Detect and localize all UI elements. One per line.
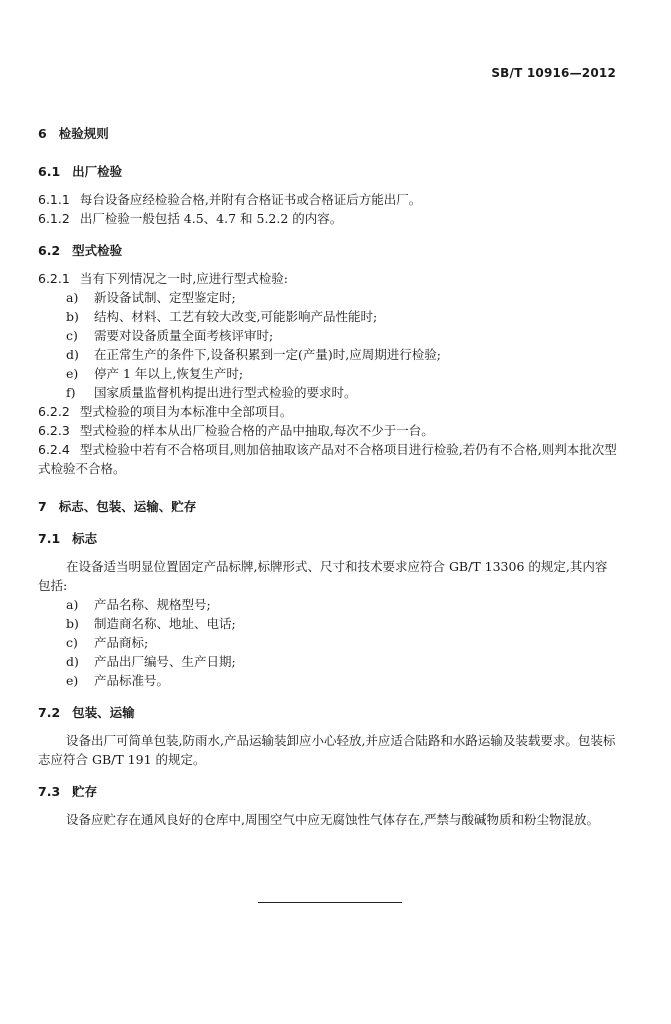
list-item bbox=[38, 595, 618, 614]
section-7-1-heading bbox=[38, 529, 618, 548]
list-text: 产品商标; bbox=[94, 635, 149, 650]
clause-6-2-4 bbox=[38, 440, 618, 478]
list-item bbox=[38, 652, 618, 671]
section-7-3-heading bbox=[38, 782, 618, 801]
list-item bbox=[38, 364, 618, 383]
list-text: 产品名称、规格型号; bbox=[94, 597, 211, 612]
list-text: 产品标准号。 bbox=[94, 673, 170, 688]
list-marker: c) bbox=[66, 328, 78, 343]
list-marker: b) bbox=[66, 309, 79, 324]
section-number: 6 bbox=[38, 126, 47, 141]
end-of-document-rule bbox=[258, 902, 402, 903]
section-title: 标志、包装、运输、贮存 bbox=[58, 499, 197, 514]
section-title: 贮存 bbox=[72, 784, 98, 799]
section-title: 出厂检验 bbox=[72, 164, 123, 179]
list-text: 在正常生产的条件下,设备积累到一定(产量)时,应周期进行检验; bbox=[94, 347, 441, 362]
section-number: 6.2 bbox=[38, 243, 61, 258]
section-number: 7.3 bbox=[38, 784, 61, 799]
clause-number: 6.1.1 bbox=[38, 192, 70, 207]
clause-number: 6.2.2 bbox=[38, 404, 70, 419]
clause-6-2-1 bbox=[38, 269, 618, 288]
clause-number: 6.2.3 bbox=[38, 423, 70, 438]
section-title: 型式检验 bbox=[72, 243, 123, 258]
section-6-1-heading bbox=[38, 162, 618, 181]
clause-number: 6.1.2 bbox=[38, 211, 70, 226]
paragraph-7-2: 设备出厂可简单包装,防雨水,产品运输装卸应小心轻放,并应适合陆路和水路运输及装载要求。包装标志应符合 GB/T 191 的规定。 bbox=[38, 733, 616, 767]
list-item bbox=[38, 383, 618, 402]
list-text: 新设备试制、定型鉴定时; bbox=[94, 290, 236, 305]
clause-text: 型式检验中若有不合格项目,则加倍抽取该产品对不合格项目进行检验,若仍有不合格,则判本批次型式检验不合格。 bbox=[38, 442, 617, 476]
list-marker: a) bbox=[66, 597, 79, 612]
clause-text: 每台设备应经检验合格,并附有合格证书或合格证后方能出厂。 bbox=[79, 192, 422, 207]
section-6-heading bbox=[38, 124, 618, 143]
list-item bbox=[38, 671, 618, 690]
section-number: 6.1 bbox=[38, 164, 61, 179]
page-content bbox=[38, 124, 618, 829]
list-item bbox=[38, 288, 618, 307]
list-marker: a) bbox=[66, 290, 79, 305]
list-item bbox=[38, 614, 618, 633]
clause-number: 6.2.4 bbox=[38, 442, 70, 457]
section-7-heading bbox=[38, 497, 618, 516]
clause-6-2-3 bbox=[38, 421, 618, 440]
paragraph-7-3: 设备应贮存在通风良好的仓库中,周围空气中应无腐蚀性气体存在,严禁与酸碱物质和粉尘物混放。 bbox=[66, 812, 599, 827]
list-item bbox=[38, 345, 618, 364]
clause-text: 型式检验的项目为本标准中全部项目。 bbox=[79, 404, 293, 419]
section-title: 标志 bbox=[72, 531, 98, 546]
list-marker: f) bbox=[66, 385, 76, 400]
section-6-2-heading bbox=[38, 241, 618, 260]
list-text: 产品出厂编号、生产日期; bbox=[94, 654, 236, 669]
list-text: 国家质量监督机构提出进行型式检验的要求时。 bbox=[94, 385, 357, 400]
section-number: 7 bbox=[38, 499, 47, 514]
clause-6-2-2 bbox=[38, 402, 618, 421]
list-item bbox=[38, 633, 618, 652]
list-text: 需要对设备质量全面考核评审时; bbox=[94, 328, 274, 343]
list-item bbox=[38, 307, 618, 326]
clause-text: 出厂检验一般包括 4.5、4.7 和 5.2.2 的内容。 bbox=[79, 211, 343, 226]
section-7-2-heading bbox=[38, 703, 618, 722]
clause-6-1-2 bbox=[38, 209, 618, 228]
list-text: 停产 1 年以上,恢复生产时; bbox=[94, 366, 244, 381]
list-marker: b) bbox=[66, 616, 79, 631]
clause-6-1-1 bbox=[38, 190, 618, 209]
list-marker: d) bbox=[66, 654, 79, 669]
list-text: 制造商名称、地址、电话; bbox=[94, 616, 236, 631]
list-item bbox=[38, 326, 618, 345]
clause-text: 型式检验的样本从出厂检验合格的产品中抽取,每次不少于一台。 bbox=[79, 423, 434, 438]
section-number: 7.2 bbox=[38, 705, 61, 720]
clause-text: 当有下列情况之一时,应进行型式检验: bbox=[79, 271, 288, 286]
list-text: 结构、材料、工艺有较大改变,可能影响产品性能时; bbox=[94, 309, 378, 324]
list-marker: e) bbox=[66, 366, 79, 381]
list-marker: c) bbox=[66, 635, 78, 650]
list-marker: e) bbox=[66, 673, 79, 688]
standard-code: SB/T 10916—2012 bbox=[491, 66, 616, 80]
clause-number: 6.2.1 bbox=[38, 271, 70, 286]
list-marker: d) bbox=[66, 347, 79, 362]
section-title: 包装、运输 bbox=[72, 705, 135, 720]
paragraph-7-1: 在设备适当明显位置固定产品标牌,标牌形式、尺寸和技术要求应符合 GB/T 13306 的规定,其内容包括: bbox=[38, 559, 608, 593]
section-title: 检验规则 bbox=[58, 126, 109, 141]
section-number: 7.1 bbox=[38, 531, 61, 546]
